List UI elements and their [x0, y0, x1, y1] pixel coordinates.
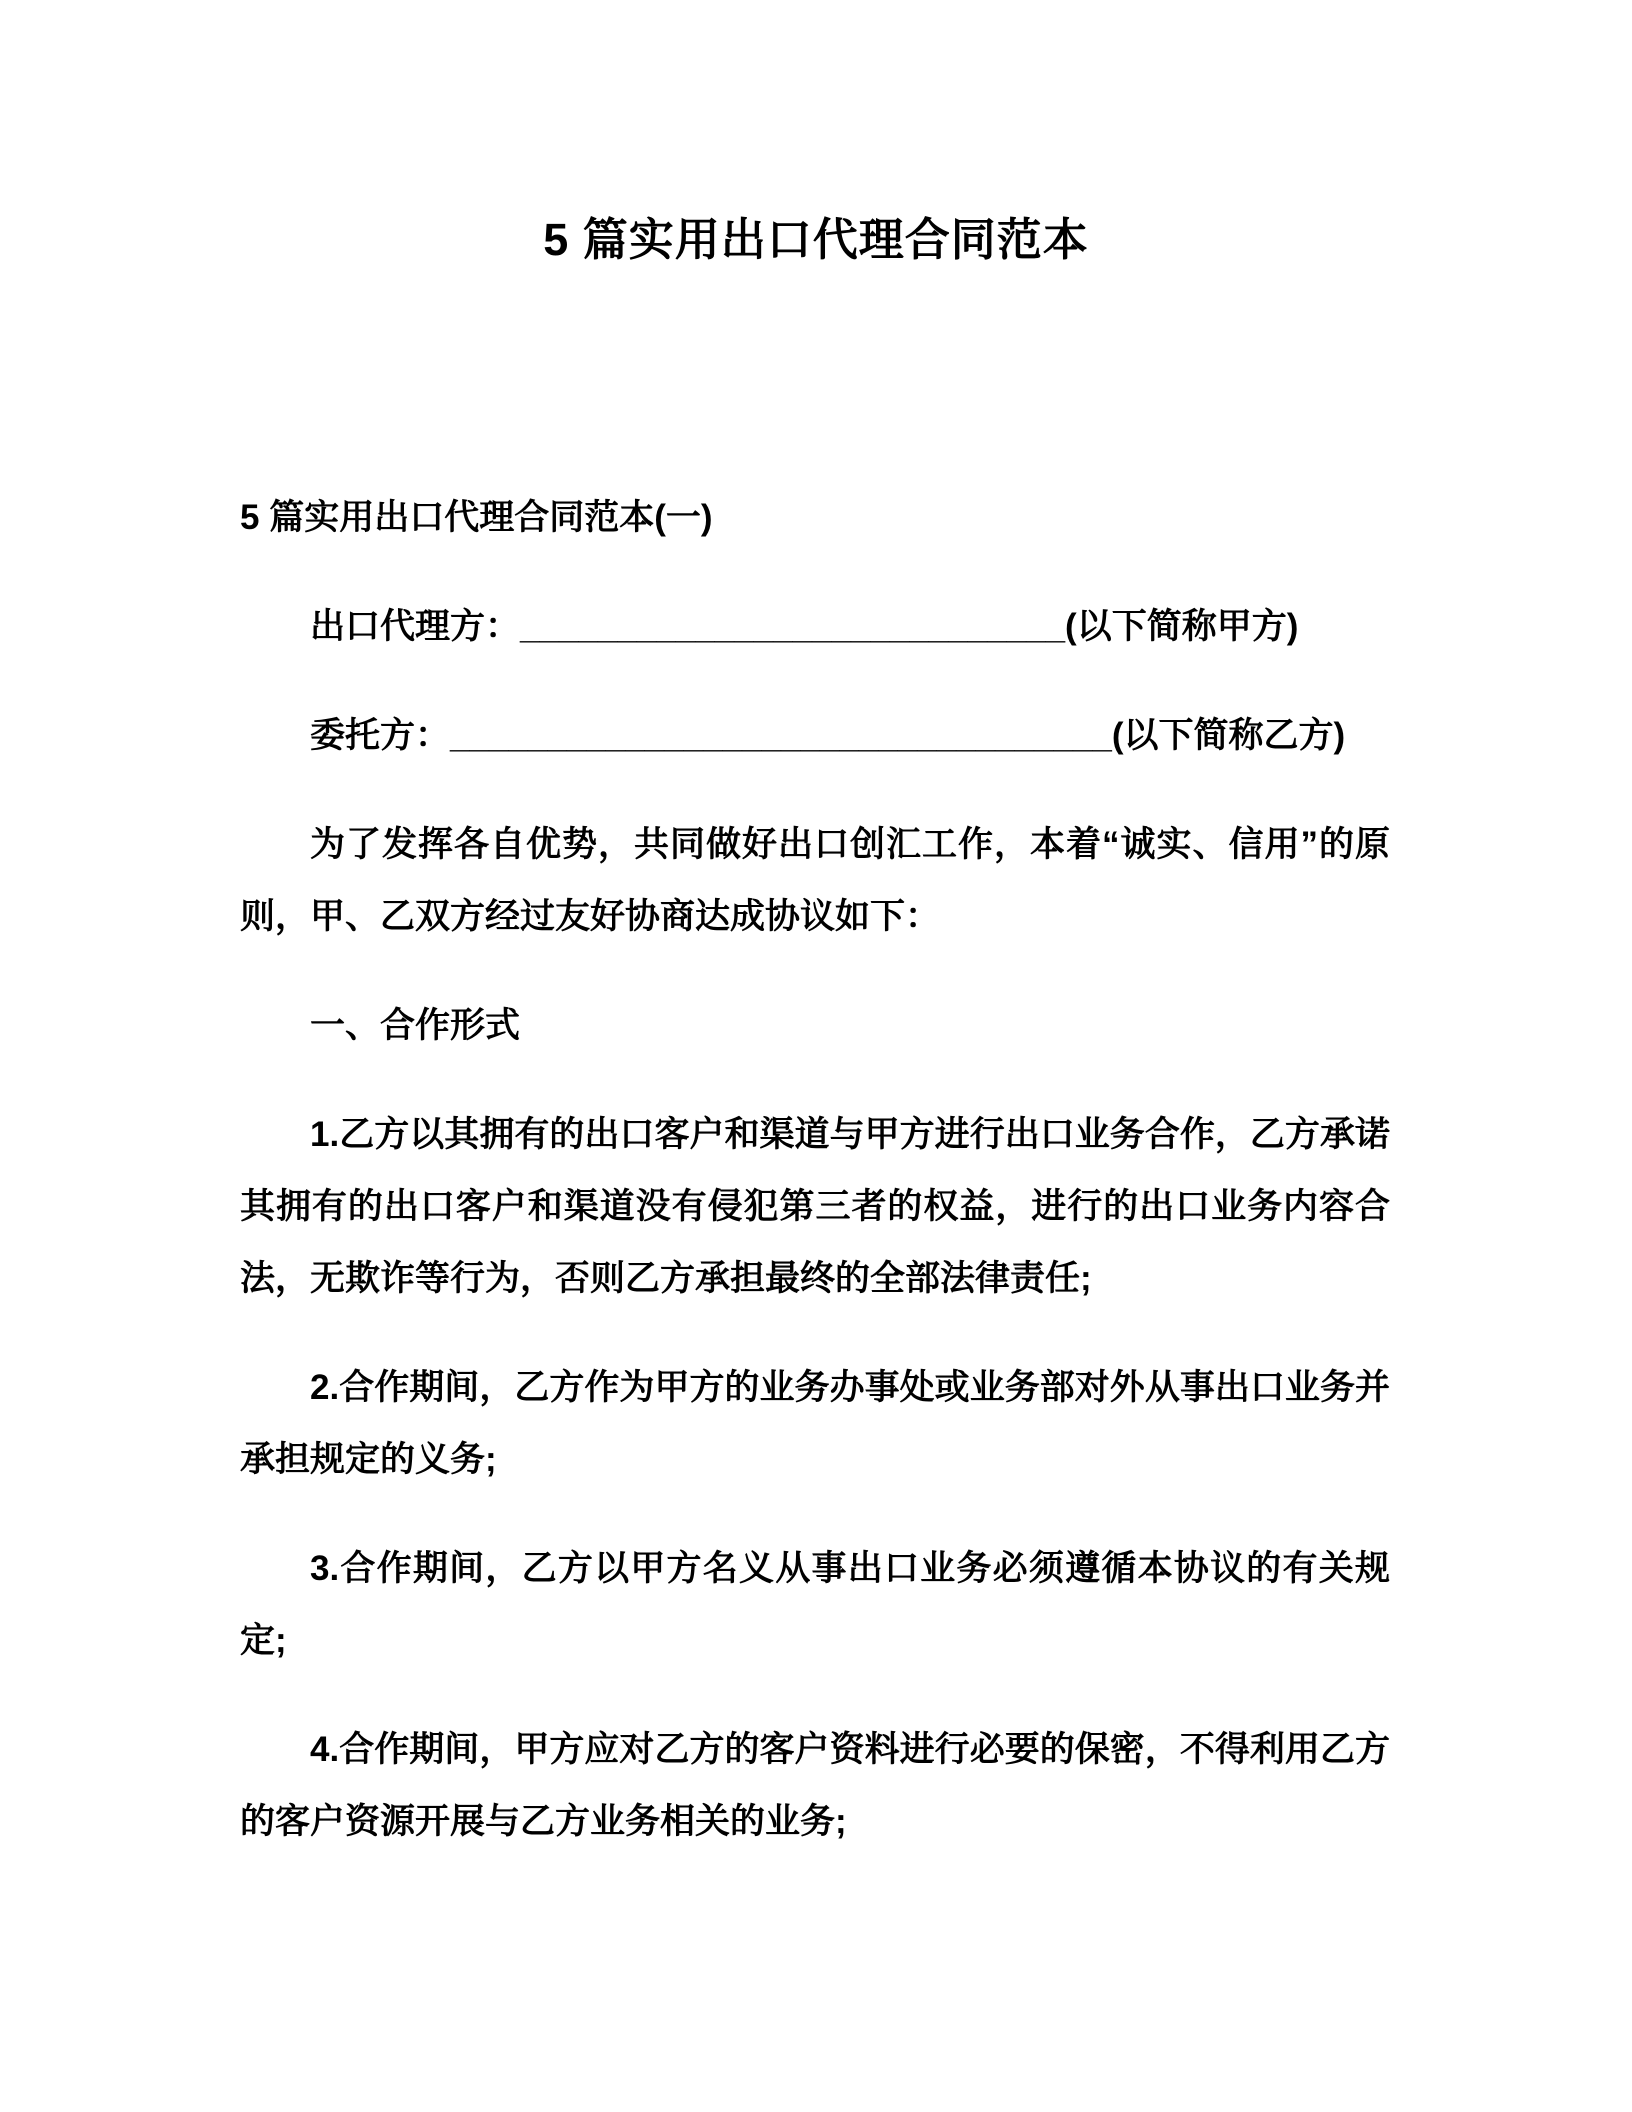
section-heading: 5 篇实用出口代理合同范本(一) [240, 498, 713, 538]
clause-item-4: 4.合作期间，甲方应对乙方的客户资料进行必要的保密，不得利用乙方的客户资源开展与乙方业务相关的业务; [240, 1730, 1390, 1842]
document-body [0, 268, 1632, 1858]
party-line-a-label: 出口代理方： [310, 607, 521, 647]
party-line-b [240, 700, 1390, 772]
document-title: 5 篇实用出口代理合同范本 [543, 214, 1089, 265]
clause-heading: 一、合作形式 [310, 1006, 521, 1046]
clause-item-2: 2.合作期间，乙方作为甲方的业务办事处或业务部对外从事出口业务并承担规定的义务; [240, 1368, 1390, 1480]
clause-item-1: 1.乙方以其拥有的出口客户和渠道与甲方进行出口业务合作，乙方承诺其拥有的出口客户和渠道没有侵犯第三者的权益，进行的出口业务内容合法，无欺诈等行为，否则乙方承担最终的全部法律责任; [240, 1115, 1390, 1299]
party-line-b-label: 委托方： [310, 716, 451, 756]
blank-field-party-a[interactable]: ____________________________ [520, 607, 1066, 647]
party-line-a-suffix: (以下简称甲方) [1065, 607, 1299, 647]
party-line-a [240, 591, 1390, 663]
clause-item-3: 3.合作期间，乙方以甲方名义从事出口业务必须遵循本协议的有关规定; [240, 1549, 1390, 1661]
intro-paragraph: 为了发挥各自优势，共同做好出口创汇工作，本着“诚实、信用”的原则，甲、乙双方经过友好协商达成协议如下： [240, 825, 1390, 937]
party-line-b-suffix: (以下简称乙方) [1111, 716, 1346, 756]
blank-field-party-b[interactable]: __________________________________ [450, 716, 1112, 756]
